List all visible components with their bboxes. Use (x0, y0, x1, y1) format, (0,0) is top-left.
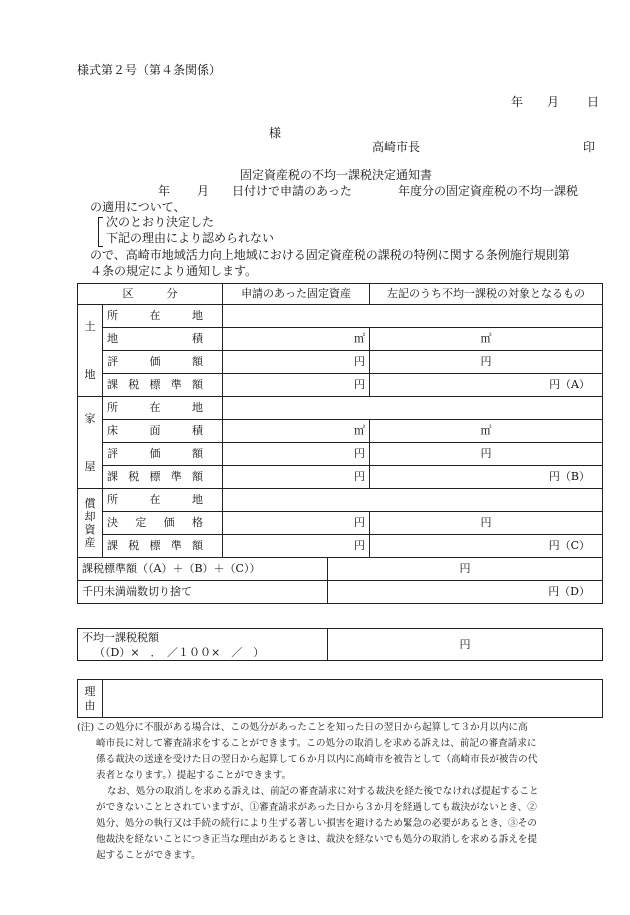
issuer: 高崎市長 (372, 140, 421, 154)
reason-value[interactable] (103, 680, 603, 718)
label-land-assessed: 評 価 額 (103, 351, 223, 374)
table-row (78, 512, 603, 535)
dep-tax-base-target[interactable]: 円（C） (370, 535, 603, 558)
land-location-value[interactable] (223, 305, 603, 328)
note-p1-line1: この処分に不服がある場合は、この処分があったことを知った日の翌日から起算して３か月以内に高 (96, 722, 528, 733)
table-row (78, 466, 603, 489)
note-p2-line5: 起することができます。 (96, 850, 201, 861)
label-land-area: 地 積 (103, 328, 223, 351)
group-house: 家 屋 (78, 397, 103, 489)
group-depreciable: 償却資産 (78, 489, 103, 558)
floor-area-applied[interactable]: ㎡ (223, 420, 370, 443)
table-row (78, 489, 603, 512)
land-tax-base-applied[interactable]: 円 (223, 374, 370, 397)
table-row (78, 328, 603, 351)
reason-table (77, 679, 603, 718)
decided-price-target[interactable]: 円 (370, 512, 603, 535)
land-area-applied[interactable]: ㎡ (223, 328, 370, 351)
intro-line-3: ので、高崎市地域活力向上地域における固定資産税の課税の特例に関する条例施行規則第 (90, 248, 570, 262)
land-assessed-applied[interactable]: 円 (223, 351, 370, 374)
header-applied: 申請のあった固定資産 (223, 284, 370, 305)
house-tax-base-target[interactable]: 円（B） (370, 466, 603, 489)
land-area-target[interactable]: ㎡ (370, 328, 603, 351)
sum-value[interactable]: 円 (328, 558, 603, 581)
header-kubun: 区 分 (78, 284, 223, 305)
uneven-tax-table (77, 628, 603, 661)
document-title: 固定資産税の不均一課税決定通知書 (240, 168, 433, 182)
table-row (78, 397, 603, 420)
reason-label: 理由 (78, 680, 103, 718)
land-assessed-target[interactable]: 円 (370, 351, 603, 374)
table-row (78, 535, 603, 558)
option-rejected: 下記の理由により認められない (106, 231, 275, 245)
label-floor-area: 床 面 積 (103, 420, 223, 443)
table-row (78, 351, 603, 374)
label-land-tax-base: 課 税 標 準 額 (103, 374, 223, 397)
dep-location-value[interactable] (223, 489, 603, 512)
uneven-tax-label-cell (78, 629, 328, 661)
label-dep-tax-base: 課 税 標 準 額 (103, 535, 223, 558)
round-label: 千円未満端数切り捨て (78, 581, 328, 604)
label-decided-price: 決 定 価 格 (103, 512, 223, 535)
notes-prefix: (注) (77, 722, 95, 733)
uneven-tax-value[interactable]: 円 (328, 629, 603, 661)
label-house-tax-base: 課 税 標 準 額 (103, 466, 223, 489)
addressee-suffix: 様 (269, 126, 282, 140)
note-p2-line2: ができないこととされていますが、①審査請求があった日から３か月を経過しても裁決がないとき、② (96, 802, 537, 813)
date-year: 年 (511, 95, 524, 109)
option-decided: 次のとおり決定した (106, 215, 215, 229)
table-header-row (78, 284, 603, 305)
floor-area-target[interactable]: ㎡ (370, 420, 603, 443)
table-row (78, 443, 603, 466)
group-land: 土 地 (78, 305, 103, 397)
intro-month: 月 (197, 184, 210, 198)
house-location-value[interactable] (223, 397, 603, 420)
label-land-location: 所 在 地 (103, 305, 223, 328)
note-p2-line3: 処分、処分の執行又は手続の続行により生ずる著しい損害を避けるため緊急の必要があるとき、③その (96, 818, 537, 829)
uneven-tax-formula: （（D）× ． ／１００× ／ ） (94, 646, 265, 659)
label-dep-location: 所 在 地 (103, 489, 223, 512)
note-p2-line1: なお、処分の取消しを求める訴えは、前記の審査請求に対する裁決を経た後でなければ提起すること (107, 786, 539, 797)
land-tax-base-target[interactable]: 円（A） (370, 374, 603, 397)
date-day: 日 (587, 95, 600, 109)
note-p1-line2: 崎市長に対して審査請求をすることができます。この処分の取消しを求める訴えは、前記の審査請求に (96, 738, 537, 749)
header-target: 左記のうち不均一課税の対象となるもの (370, 284, 603, 305)
intro-year: 年 (158, 184, 171, 198)
note-p1-line4: 表者となります。）提起することができます。 (96, 770, 292, 781)
table-row (78, 581, 603, 604)
round-value[interactable]: 円（D） (328, 581, 603, 604)
label-house-assessed: 評 価 額 (103, 443, 223, 466)
intro-line-4: ４条の規定により通知します。 (90, 264, 258, 278)
dep-tax-base-applied[interactable]: 円 (223, 535, 370, 558)
table-row (78, 305, 603, 328)
uneven-tax-label: 不均一課税税額 (82, 631, 159, 644)
label-house-location: 所 在 地 (103, 397, 223, 420)
house-assessed-applied[interactable]: 円 (223, 443, 370, 466)
decided-price-applied[interactable]: 円 (223, 512, 370, 535)
option-bracket (98, 217, 103, 247)
house-assessed-target[interactable]: 円 (370, 443, 603, 466)
form-number: 様式第２号（第４条関係） (77, 63, 222, 77)
note-p2-line4: 他裁決を経ないことにつき正当な理由があるときは、裁決を経ないでも処分の取消しを求める訴えを提 (96, 834, 538, 845)
table-row (78, 374, 603, 397)
table-row (78, 420, 603, 443)
seal-mark: 印 (583, 140, 596, 154)
note-p1-line3: 係る裁決の送達を受けた日の翌日から起算して６か月以内に高崎市を被告として（高崎市長が被告の代 (96, 754, 538, 765)
date-month: 月 (547, 95, 560, 109)
asset-table (77, 283, 603, 604)
house-tax-base-applied[interactable]: 円 (223, 466, 370, 489)
intro-line-2: の適用について、 (90, 200, 186, 214)
intro-fiscal-year-phrase: 年度分の固定資産税の不均一課税 (398, 184, 579, 198)
sum-label: 課税標準額（（A）＋（B）＋（C）） (78, 558, 328, 581)
table-row (78, 558, 603, 581)
intro-day-phrase: 日付けで申請のあった (232, 184, 352, 198)
